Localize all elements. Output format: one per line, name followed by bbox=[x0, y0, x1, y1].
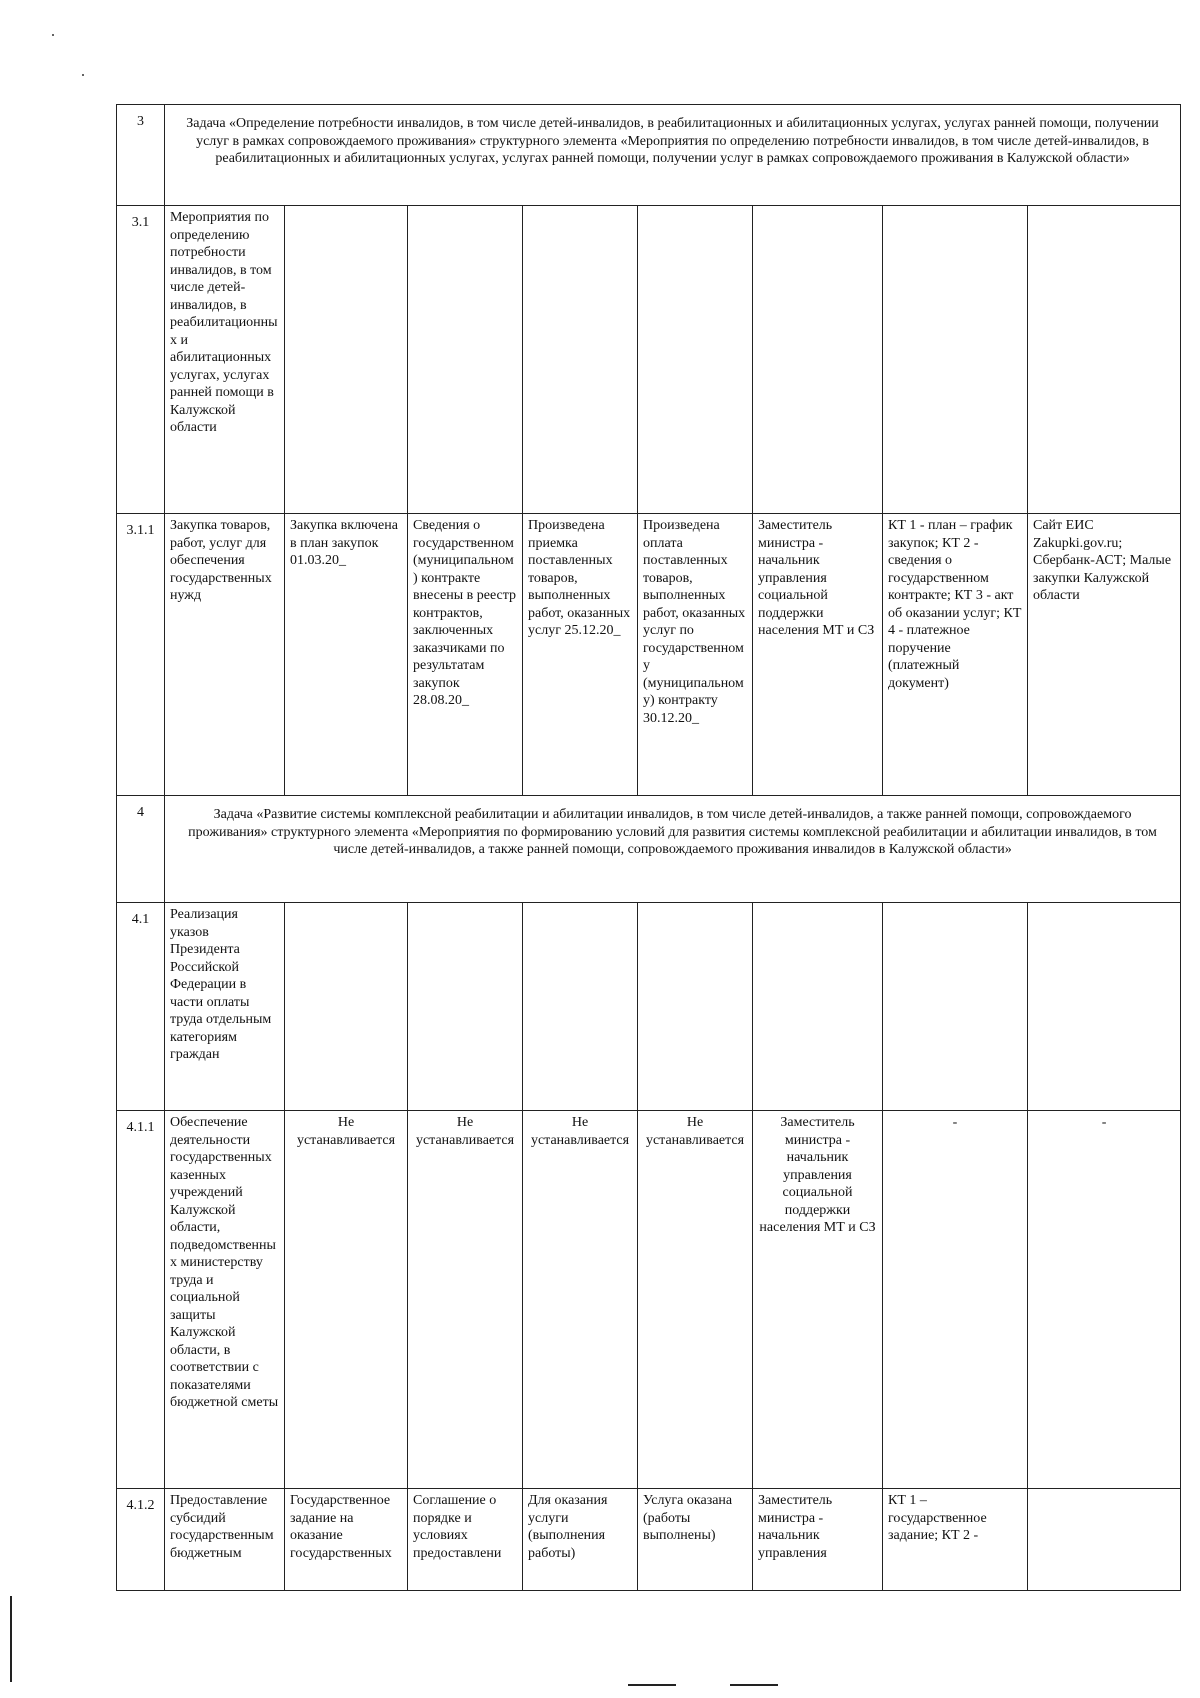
row-number: 3 bbox=[117, 105, 165, 206]
empty-cell bbox=[638, 903, 753, 1111]
scan-dash bbox=[628, 1684, 676, 1686]
control-point-1: Закупка включена в план закупок 01.03.20_ bbox=[285, 514, 408, 796]
table-row-4-1-1 bbox=[117, 1111, 1181, 1489]
empty-cell bbox=[883, 206, 1028, 514]
table-row-4-1-2 bbox=[117, 1489, 1181, 1591]
event-name: Обеспечение деятельности государственных казенных учреждений Калужской области, подведомственных министерству труда и социальной защиты Калужской области, в соответствии с показателями бюджетной сметы bbox=[165, 1111, 285, 1489]
control-point-3: Не устанавливается bbox=[523, 1111, 638, 1489]
control-point-2: Сведения о государственном (муниципальном) контракте внесены в реестр контрактов, заключенных заказчиками по результатам закупок 28.08.20_ bbox=[408, 514, 523, 796]
table-row-3-1 bbox=[117, 206, 1181, 514]
information-source: Сайт ЕИС Zakupki.gov.ru; Сбербанк-АСТ; Малые закупки Калужской области bbox=[1028, 514, 1181, 796]
empty-cell bbox=[285, 206, 408, 514]
scan-dash bbox=[730, 1684, 778, 1686]
empty-cell bbox=[1028, 903, 1181, 1111]
control-point-3: Для оказания услуги (выполнения работы) bbox=[523, 1489, 638, 1591]
empty-cell bbox=[753, 903, 883, 1111]
control-point-4: Услуга оказана (работы выполнены) bbox=[638, 1489, 753, 1591]
responsible-person: Заместитель министра - начальник управления bbox=[753, 1489, 883, 1591]
control-point-4: Не устанавливается bbox=[638, 1111, 753, 1489]
responsible-person: Заместитель министра - начальник управления социальной поддержки населения МТ и СЗ bbox=[753, 514, 883, 796]
activities-table bbox=[116, 104, 1181, 1591]
event-name: Закупка товаров, работ, услуг для обеспечения государственных нужд bbox=[165, 514, 285, 796]
empty-cell bbox=[408, 206, 523, 514]
table-row-3-1-1 bbox=[117, 514, 1181, 796]
row-number: 4.1.1 bbox=[117, 1111, 165, 1489]
table-row-4-1 bbox=[117, 903, 1181, 1111]
control-documents: - bbox=[883, 1111, 1028, 1489]
task-description: Задача «Определение потребности инвалидов, в том числе детей-инвалидов, в реабилитационных и абилитационных услугах, услугах ранней помощи, получении услуг в рамках сопровождаемого проживания» структурного элемента «Мероприятия по определению потребности инвалидов, в том числе детей-инвалидов, в реабилитационных и абилитационных услугах, услугах ранней помощи, получении услуг в рамках сопровождаемого проживания в Калужской области» bbox=[165, 105, 1181, 206]
control-point-2: Соглашение о порядке и условиях предоставлени bbox=[408, 1489, 523, 1591]
row-number: 4.1.2 bbox=[117, 1489, 165, 1591]
event-name: Мероприятия по определению потребности инвалидов, в том числе детей-инвалидов, в реабилитационных и абилитационных услугах, услугах ранней помощи в Калужской области bbox=[165, 206, 285, 514]
information-source bbox=[1028, 1489, 1181, 1591]
table-row-task-3 bbox=[117, 105, 1181, 206]
scan-speck bbox=[82, 74, 84, 76]
control-point-4: Произведена оплата поставленных товаров, выполненных работ, оказанных услуг по государственному (муниципальному) контракту 30.12.20_ bbox=[638, 514, 753, 796]
control-documents: КТ 1 - план – график закупок; КТ 2 - сведения о государственном контракте; КТ 3 - акт об оказании услуг; КТ 4 - платежное поручение (платежный документ) bbox=[883, 514, 1028, 796]
row-number: 3.1.1 bbox=[117, 514, 165, 796]
empty-cell bbox=[883, 903, 1028, 1111]
row-number: 3.1 bbox=[117, 206, 165, 514]
event-name: Предоставление субсидий государственным бюджетным bbox=[165, 1489, 285, 1591]
control-point-1: Не устанавливается bbox=[285, 1111, 408, 1489]
table-row-task-4 bbox=[117, 796, 1181, 903]
empty-cell bbox=[638, 206, 753, 514]
empty-cell bbox=[408, 903, 523, 1111]
control-documents: КТ 1 – государственное задание; КТ 2 - bbox=[883, 1489, 1028, 1591]
control-point-3: Произведена приемка поставленных товаров, выполненных работ, оказанных услуг 25.12.20_ bbox=[523, 514, 638, 796]
empty-cell bbox=[523, 903, 638, 1111]
empty-cell bbox=[285, 903, 408, 1111]
row-number: 4 bbox=[117, 796, 165, 903]
empty-cell bbox=[1028, 206, 1181, 514]
control-point-2: Не устанавливается bbox=[408, 1111, 523, 1489]
task-description: Задача «Развитие системы комплексной реабилитации и абилитации инвалидов, в том числе детей-инвалидов, а также ранней помощи, сопровождаемого проживания» структурного элемента «Мероприятия по формированию условий для развития системы комплексной реабилитации и абилитации инвалидов, в том числе детей-инвалидов, а также ранней помощи, сопровождаемого проживания инвалидов в Калужской области» bbox=[165, 796, 1181, 903]
control-point-1: Государственное задание на оказание государственных bbox=[285, 1489, 408, 1591]
scan-speck bbox=[52, 34, 54, 36]
event-name: Реализация указов Президента Российской Федерации в части оплаты труда отдельным категориям граждан bbox=[165, 903, 285, 1111]
empty-cell bbox=[523, 206, 638, 514]
information-source: - bbox=[1028, 1111, 1181, 1489]
scan-edge-line bbox=[10, 1596, 12, 1682]
responsible-person: Заместитель министра - начальник управления социальной поддержки населения МТ и СЗ bbox=[753, 1111, 883, 1489]
empty-cell bbox=[753, 206, 883, 514]
row-number: 4.1 bbox=[117, 903, 165, 1111]
